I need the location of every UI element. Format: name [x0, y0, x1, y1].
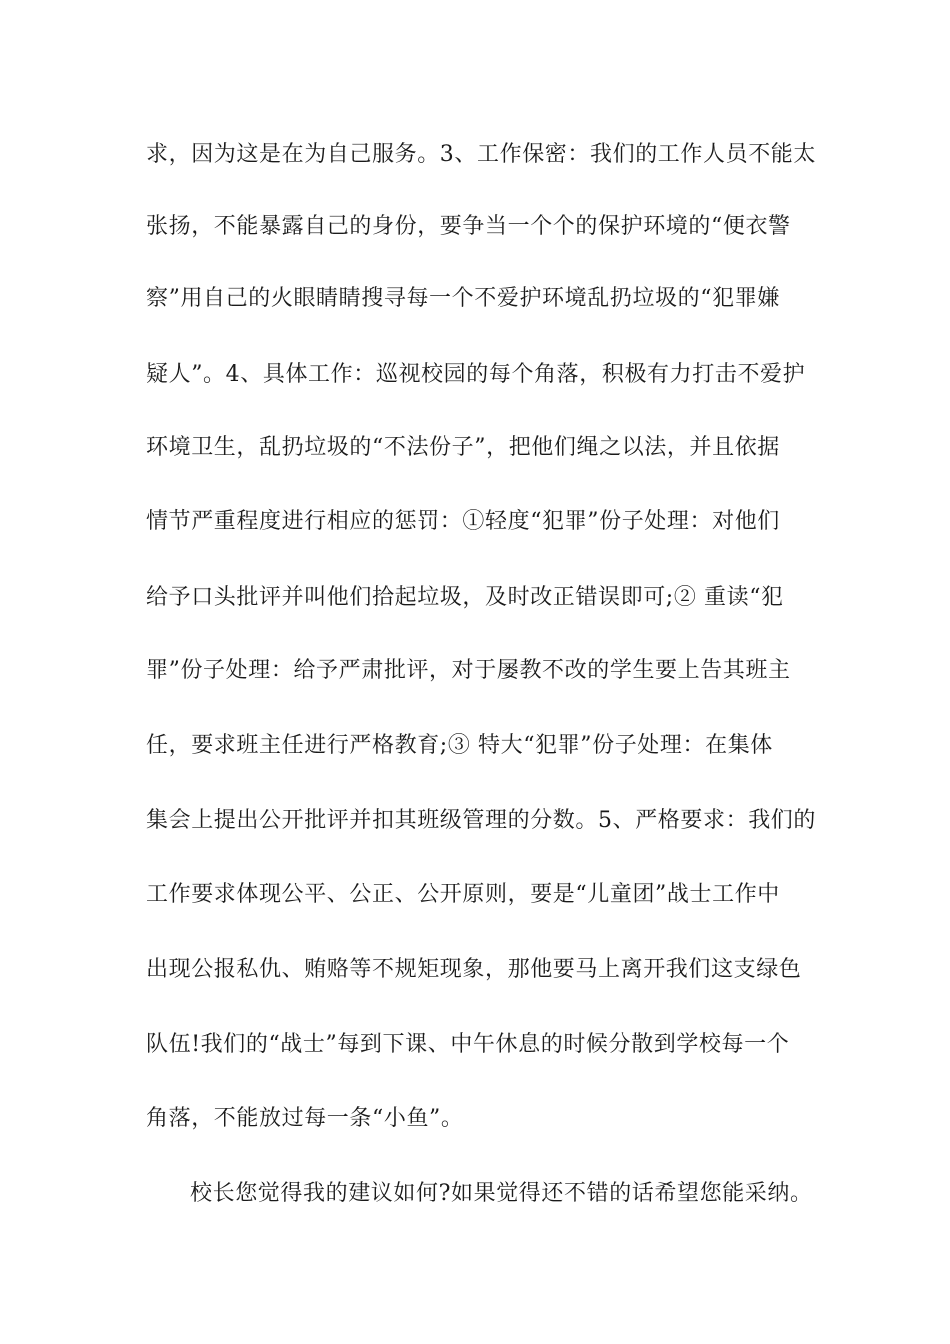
body-line: 出现公报私仇、贿赂等不规矩现象，那他要马上离开我们这支绿色 — [146, 957, 802, 982]
body-line: 任，要求班主任进行严格教育;③ 特大“犯罪”份子处理：在集体 — [146, 733, 773, 758]
body-line: 队伍!我们的“战士”每到下课、中午休息的时候分散到学校每一个 — [146, 1032, 790, 1057]
body-line: 察”用自己的火眼睛睛搜寻每一个不爱护环境乱扔垃圾的“犯罪嫌 — [146, 286, 780, 311]
body-line: 集会上提出公开批评并扣其班级管理的分数。5、严格要求：我们的 — [146, 808, 816, 833]
body-line: 情节严重程度进行相应的惩罚：①轻度“犯罪”份子处理：对他们 — [146, 509, 780, 534]
body-line: 给予口头批评并叫他们拾起垃圾，及时改正错误即可;② 重读“犯 — [146, 585, 784, 610]
body-line: 求，因为这是在为自己服务。3、工作保密：我们的工作人员不能太 — [146, 142, 816, 167]
closing-paragraph: 校长您觉得我的建议如何?如果觉得还不错的话希望您能采纳。 — [190, 1181, 813, 1206]
body-line: 疑人”。4、具体工作：巡视校园的每个角落，积极有力打击不爱护 — [146, 362, 806, 387]
body-line: 环境卫生，乱扔垃圾的“不法份子”，把他们绳之以法，并且依据 — [146, 435, 780, 460]
body-line: 工作要求体现公平、公正、公开原则，要是“儿童团”战士工作中 — [146, 882, 780, 907]
body-line: 张扬，不能暴露自己的身份，要争当一个个的保护环境的“便衣警 — [146, 214, 791, 239]
body-line: 罪”份子处理：给予严肃批评，对于屡教不改的学生要上告其班主 — [146, 658, 791, 683]
body-line: 角落，不能放过每一条“小鱼”。 — [146, 1106, 464, 1131]
